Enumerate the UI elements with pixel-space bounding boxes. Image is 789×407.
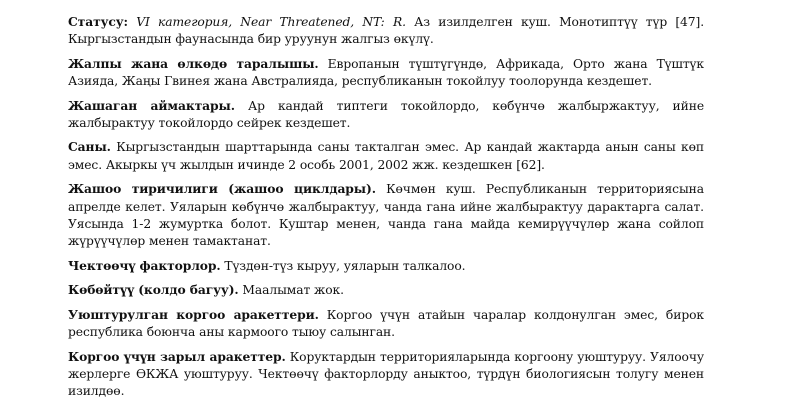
status-text: Аз изилделген куш. Монотиптүү түр [47]. Кыргызстандын фаунасында бир уруунун жалгыз өкүлү. [68,15,705,47]
species-description [68,13,704,407]
needed-actions-heading: Коргоо үчүн зарыл аракеттер. [68,348,286,364]
status-paragraph [68,13,704,49]
distribution-text: Европанын түштүгүндө, Африкада, Орто жана Түштүк Азияда, Жаңы Гвинея жана Австралияда, республиканын токойлуу тоолорунда кездешет. [68,56,704,89]
breeding-heading: Көбөйтүү (колдо багуу). [68,282,239,298]
protection-measures-text: Коргоо үчүн атайын чаралар колдонулган эмес, бирок республика боюнча аны кармоого тыюу салынган. [68,307,704,340]
limiting-factors-paragraph [68,257,704,275]
distribution-heading: Жалпы жана өлкөдө таралышы. [68,55,319,71]
habitat-heading: Жашаган аймактары. [68,97,235,113]
life-cycle-paragraph [68,180,704,251]
limiting-factors-heading: Чектөөчү факторлор. [68,257,221,273]
limiting-factors-text: Түздөн-түз кыруу, уяларын талкалоо. [224,258,466,273]
breeding-paragraph [68,281,704,299]
population-paragraph [68,138,704,174]
breeding-text: Маалымат жок. [242,283,344,298]
needed-actions-paragraph [68,348,704,401]
life-cycle-text: Көчмөн куш. Республиканын территориясына апрелде келет. Уяларын көбүнчө жалбырактуу, чанда гана ийне жалбырактуу дарактарга салат. Уясында 1-2 жумуртка болот. Куштар менен, чанда гана майда кемирүүчүлөр жана сойлоп жүрүүчүлөр менен тамактанат. [68,182,704,249]
habitat-text: Ар кандай типтеги токойлордо, көбүнчө жалбыржактуу, ийне жалбырактуу токойлордо сейрек кездешет. [68,98,705,131]
status-heading: Статусу: [68,14,128,29]
population-text: Кыргызстандын шарттарында саны такталган эмес. Ар кандай жактарда анын саны көп эмес. Акыркы үч жылдын ичинде 2 особь 2001, 2002 жж. кездешкен [62]. [68,140,704,172]
distribution-paragraph [68,55,704,91]
population-heading: Саны. [68,139,111,155]
needed-actions-text: Коруктардын территорияларында коргоону уюштуруу. Уялоочу жерлерге ӨКЖА уюштуруу. Чектөөчү факторлорду аныктоо, түрдүн биологиясын толугу менен изилдөө. [68,349,704,399]
protection-measures-heading: Уюштурулган коргоо аракеттери. [68,306,319,322]
life-cycle-heading: Жашоо тиричилиги (жашоо циклдары). [68,181,376,197]
status-category: VI категория, Near Threatened, NT: R. [136,15,406,29]
habitat-paragraph [68,97,704,133]
protection-measures-paragraph [68,306,704,342]
